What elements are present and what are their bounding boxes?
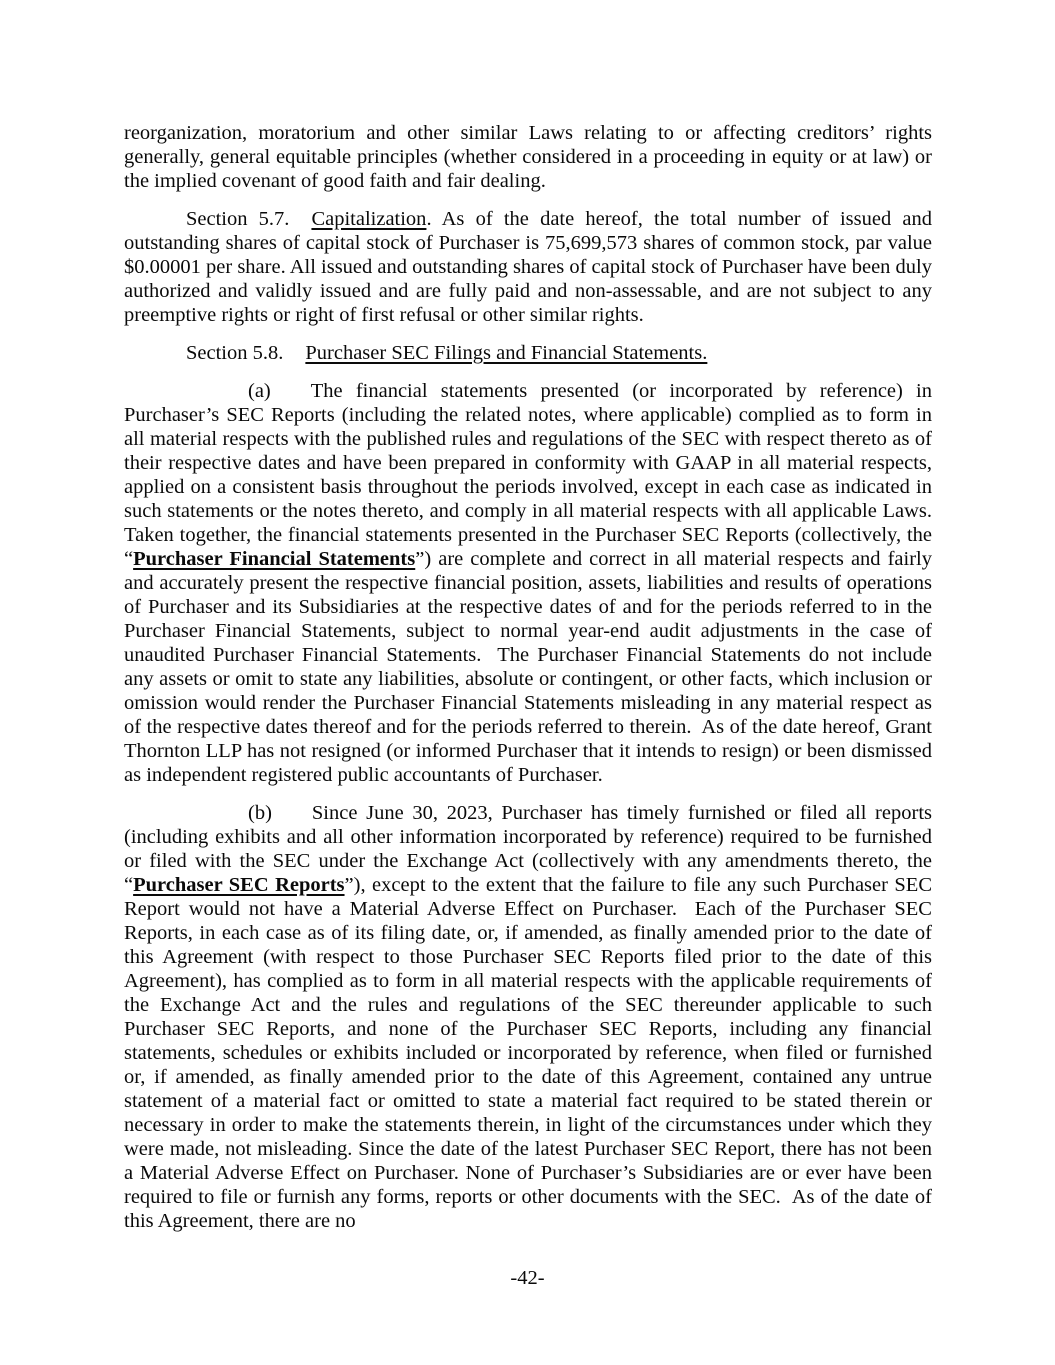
text-run: (a) [248, 380, 271, 402]
defined-term: Purchaser Financial Statements [133, 548, 416, 570]
text-run: . As of the date hereof, the total number of issued and outstanding shares of capital stock of Purchaser is 75,699,573 shares of common stock, par value $0.00001 per share. All issued and outstanding shares of capital stock of Purchaser have been duly authorized and validly issued and are fully paid and non-assessable, and are not subject to any preemptive rights or right of first refusal or other similar rights. [124, 208, 933, 326]
text-run: ”), except to the extent that the failure to file any such Purchaser SEC Report would not have a Material Adverse Effect on Purchaser. Each of the Purchaser SEC Reports, in each case as of its filing date, or, if amended, as finally amended prior to the date of this Agreement (with respect to those Purchaser SEC Reports filed prior to the date of this Agreement), has complied as to form in all material respects with the applicable requirements of the Exchange Act and the rules and regulations of the SEC thereunder applicable to such Purchaser SEC Reports, and none of the Purchaser SEC Reports, including any financial statements, schedules or exhibits included or incorporated by reference, when filed or furnished or, if amended, as finally amended prior to the date of this Agreement, contained any untrue statement of a material fact or omitted to state a material fact required to be stated therein or necessary in order to make the statements therein, in light of the circumstances under which they were made, not misleading. Since the date of the latest Purchaser SEC Report, there has not been a Material Adverse Effect on Purchaser. None of Purchaser’s Subsidiaries are or ever have been required to file or furnish any forms, reports or other documents with the SEC. As of the date of this Agreement, there are no [124, 874, 932, 1232]
paragraph-continuation [124, 121, 932, 193]
text-run: Section 5.7. [186, 208, 290, 230]
underlined-heading-text: Purchaser SEC Filings and Financial Statements. [305, 342, 708, 364]
underlined-heading-text: Capitalization [311, 208, 427, 230]
paragraph-b [124, 801, 932, 1233]
text-run: (b) [248, 802, 272, 824]
document-body [124, 121, 932, 1233]
defined-term: Purchaser SEC Reports [133, 874, 345, 896]
text-run: The financial statements presented (or incorporated by reference) in Purchaser’s SEC Reports (including the related notes, where applicable) complied as to form in all material respects with the published rules and regulations of the SEC with respect thereto as of their respective dates and have been prepared in conformity with GAAP in all material respects, applied on a consistent basis throughout the periods involved, except in each case as indicated in such statements or the notes thereto, and comply in all material respects with all applicable Laws. Taken together, the financial statements presented in the Purchaser SEC Reports (collectively, the “ [124, 380, 932, 570]
section-5-8-heading [124, 341, 932, 365]
text-run: reorganization, moratorium and other similar Laws relating to or affecting creditors’ rights generally, general equitable principles (whether considered in a proceeding in equity or at law) or the implied covenant of good faith and fair dealing. [124, 122, 932, 192]
text-run: Since June 30, 2023, Purchaser has timely furnished or filed all reports (including exhibits and all other information incorporated by reference) required to be furnished or filed with the SEC under the Exchange Act (collectively with any amendments thereto, the “ [124, 802, 932, 896]
section-5-7-capitalization [124, 207, 932, 327]
page-number: -42- [510, 1267, 545, 1289]
text-run: ”) are complete and correct in all material respects and fairly and accurately present the respective financial position, assets, liabilities and results of operations of Purchaser and its Subsidiaries at the respective dates of and for the periods referred to in the Purchaser Financial Statements, subject to normal year-end audit adjustments in the case of unaudited Purchaser Financial Statements. The Purchaser Financial Statements do not include any assets or omit to state any liabilities, absolute or contingent, or other facts, which inclusion or omission would render the Purchaser Financial Statements misleading in any material respect as of the respective dates thereof and for the periods referred to therein. As of the date hereof, Grant Thornton LLP has not resigned (or informed Purchaser that it intends to resign) or been dismissed as independent registered public accountants of Purchaser. [124, 548, 932, 786]
paragraph-a [124, 379, 932, 787]
text-run: Section 5.8. [186, 342, 284, 364]
